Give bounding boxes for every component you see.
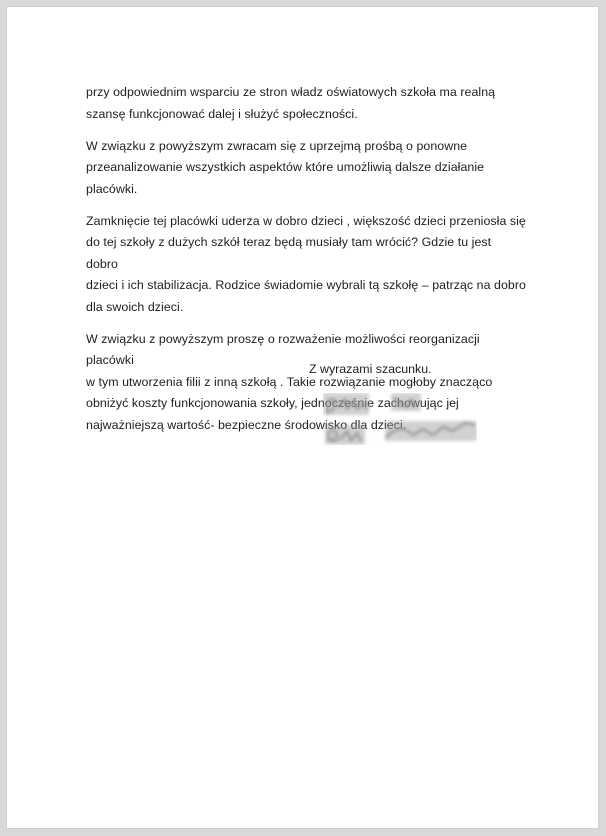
paragraph-support: przy odpowiednim wsparciu ze stron władz oświatowych szkoła ma realną szansę funkcjonować dalej i służyć społeczności. (86, 85, 496, 121)
paragraph-request: W związku z powyższym zwracam się z uprzejmą prośbą o ponowne przeanalizowanie wszystkich aspektów które umożliwią dalsze działanie placówki. (86, 138, 485, 196)
signatures-blurred (315, 385, 485, 455)
paragraph-reorganization: W związku z powyższym proszę o rozważenie możliwości reorganizacji placówki w tym utworzenia filii z inną szkołą . Takie rozwiązanie mogłoby znacząco obniżyć koszty funkcjonowania szkoły, jej najważniejszą wartość- bezpieczne środowisko dla (86, 331, 493, 432)
paragraph-children: Zamknięcie tej placówki uderza w dobro dzieci , większość dzieci przeniosła się do tej szkoły z dużych szkół teraz będą musiały tam wrócić? Gdzie tu jest dobro dzieci i ich stabilizacja. Rodzice świadomie wybrali tą szkołę – patrząc na dobro dla swoich dzieci. (86, 213, 526, 314)
signature-image (315, 385, 485, 455)
document-page (7, 7, 598, 828)
closing-line: Z wyrazami szacunku. (309, 362, 432, 376)
